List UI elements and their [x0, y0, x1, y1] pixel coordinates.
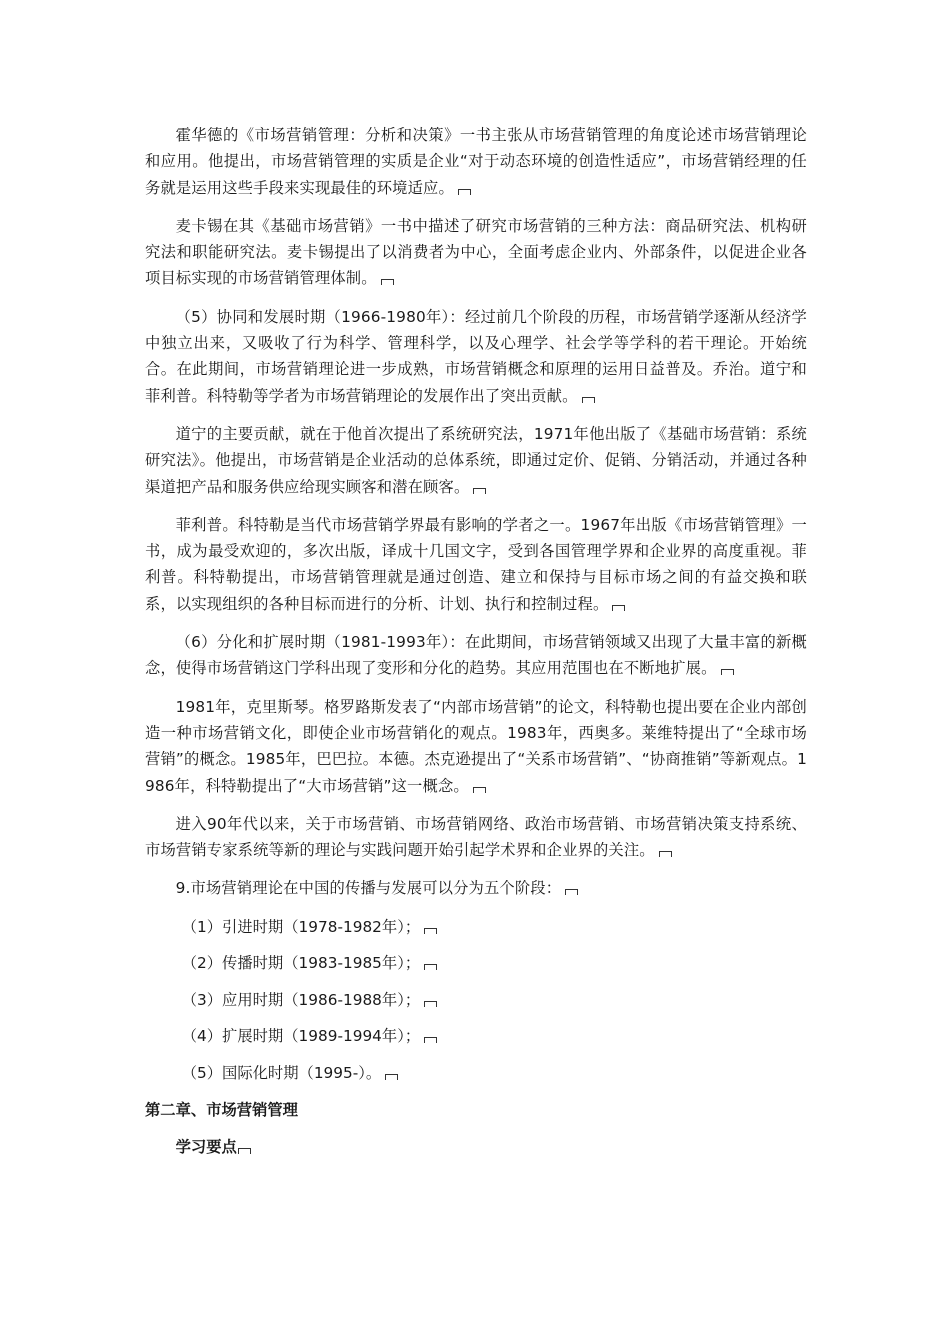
list-item-stage-4: [145, 1023, 807, 1049]
paragraph-mark-icon: [473, 787, 486, 793]
paragraph-mark-icon: [424, 964, 437, 970]
paragraph-mark-icon: [473, 488, 486, 494]
paragraph-kotler: [145, 512, 807, 617]
paragraph-mccarthy: [145, 213, 807, 292]
paragraph-text: 9.市场营销理论在中国的传播与发展可以分为五个阶段：: [175, 879, 562, 898]
paragraph-text: 菲利普。科特勒是当代市场营销学界最有影响的学者之一。1967年出版《市场营销管理》一书，成为最受欢迎的，多次出版，译成十几国文字，受到各国管理学界和企业界的高度重视。菲利普。科特勒提出，市场营销管理就是通过创造、建立和保持与目标市场之间的有益交换和联系，以实现组织的各种目标而进行的分析、计划、执行和控制过程。: [145, 515, 807, 613]
paragraph-china-stages-intro: [145, 875, 807, 901]
paragraph-period-6: [145, 629, 807, 682]
paragraph-mark-icon: [385, 1074, 398, 1080]
paragraph-downing: [145, 421, 807, 500]
list-item-stage-5: [145, 1060, 807, 1086]
paragraph-text: （6）分化和扩展时期（1981-1993年）：在此期间，市场营销领域又出现了大量丰富的新概念，使得市场营销这门学科出现了变形和分化的趋势。其应用范围也在不断地扩展。: [145, 633, 807, 678]
paragraph-text: 1981年，克里斯琴。格罗路斯发表了“内部市场营销”的论文，科特勒也提出要在企业内部创造一种市场营销文化，即使企业市场营销化的观点。1983年，西奥多。莱维特提出了“全球市场营销”的概念。1985年，巴巴拉。本德。杰克逊提出了“关系市场营销”、“协商推销”等新观点。1986年，科特勒提出了“大市场营销”这一概念。: [145, 697, 807, 795]
list-item-stage-3: [145, 987, 807, 1013]
list-item-text: （3）应用时期（1986-1988年）；: [181, 990, 421, 1009]
chapter-heading: [145, 1097, 807, 1123]
list-item-stage-1: [145, 914, 807, 940]
paragraph-text: 麦卡锡在其《基础市场营销》一书中描述了研究市场营销的三种方法：商品研究法、机构研究法和职能研究法。麦卡锡提出了以消费者为中心，全面考虑企业内、外部条件，以促进企业各项目标实现的市场营销管理体制。: [145, 216, 807, 288]
list-item-text: （5）国际化时期（1995-）。: [181, 1063, 382, 1082]
list-item-text: （4）扩展时期（1989-1994年）；: [181, 1027, 421, 1046]
paragraph-text: 霍华德的《市场营销管理：分析和决策》一书主张从市场营销管理的角度论述市场营销理论和应用。他提出，市场营销管理的实质是企业“对于动态环境的创造性适应”，市场营销经理的任务就是运用这些手段来实现最佳的环境适应。: [145, 126, 807, 197]
paragraph-mark-icon: [582, 397, 595, 403]
list-item-text: （1）引进时期（1978-1982年）；: [181, 917, 421, 936]
paragraph-mark-icon: [612, 605, 625, 611]
chapter-heading-text: 第二章、市场营销管理: [145, 1100, 298, 1119]
paragraph-text: 道宁的主要贡献，就在于他首次提出了系统研究法，1971年他出版了《基础市场营销：系统研究法》。他提出，市场营销是企业活动的总体系统，即通过定价、促销、分销活动，并通过各种渠道把产品和服务供应给现实顾客和潜在顾客。: [145, 424, 807, 496]
paragraph-1990s: [145, 811, 807, 864]
paragraph-text: （5）协同和发展时期（1966-1980年）：经过前几个阶段的历程，市场营销学逐渐从经济学中独立出来，又吸收了行为科学、管理科学，以及心理学、社会学等学科的若干理论。开始统合。在此期间，市场营销理论进一步成熟，市场营销概念和原理的运用日益普及。乔治。道宁和菲利普。科特勒等学者为市场营销理论的发展作出了突出贡献。: [145, 307, 807, 405]
paragraph-mark-icon: [565, 889, 578, 895]
paragraph-howard: [145, 122, 807, 201]
document-body: [145, 122, 807, 1160]
paragraph-mark-icon: [659, 851, 672, 857]
list-item-text: （2）传播时期（1983-1985年）；: [181, 954, 421, 973]
paragraph-mark-icon: [424, 1001, 437, 1007]
paragraph-mark-icon: [424, 928, 437, 934]
paragraph-mark-icon: [721, 669, 734, 675]
list-item-stage-2: [145, 950, 807, 976]
paragraph-period-5: [145, 304, 807, 409]
paragraph-1981-developments: [145, 694, 807, 799]
paragraph-text: 进入90年代以来，关于市场营销、市场营销网络、政治市场营销、市场营销决策支持系统、市场营销专家系统等新的理论与实践问题开始引起学术界和企业界的关注。: [145, 814, 807, 860]
paragraph-mark-icon: [238, 1148, 251, 1154]
section-heading-text: 学习要点: [175, 1137, 237, 1156]
paragraph-mark-icon: [381, 279, 394, 285]
paragraph-mark-icon: [458, 189, 471, 195]
paragraph-mark-icon: [424, 1037, 437, 1043]
section-heading: [145, 1134, 807, 1160]
